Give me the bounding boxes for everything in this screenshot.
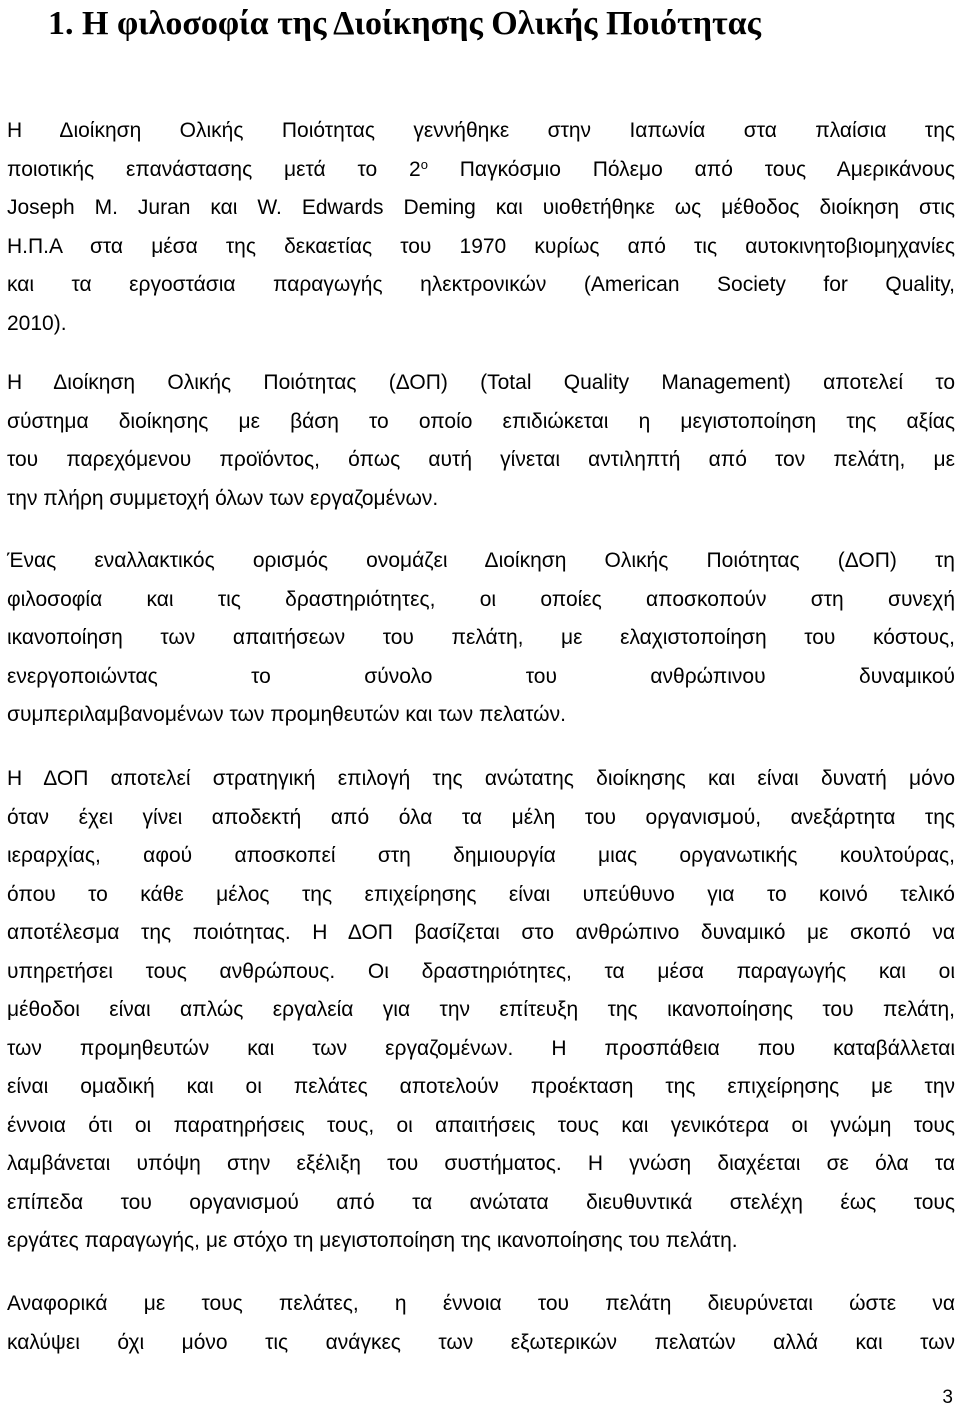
paragraph-line: φιλοσοφία και τις δραστηριότητες, οι οποίες αποσκοπούν στη συνεχή xyxy=(7,587,955,611)
paragraph-line: των προμηθευτών και των εργαζομένων. Η προσπάθεια που καταβάλλεται xyxy=(7,1036,955,1060)
page-number: 3 xyxy=(942,1387,953,1408)
paragraph-line: Η Διοίκηση Ολικής Ποιότητας γεννήθηκε στην Ιαπωνία στα πλαίσια της xyxy=(7,119,955,142)
line-text: Παγκόσμιο Πόλεμο από τους Αμερικάνους xyxy=(427,157,956,181)
paragraph-line: 2010). xyxy=(7,311,67,335)
paragraph-alternative-definition xyxy=(7,542,955,735)
paragraph-line: όπου το κάθε μέλος της επιχείρησης είναι υπεύθυνο για το κοινό τελικό xyxy=(7,882,955,906)
paragraph-line: συμπεριλαμβανομένων των προμηθευτών και των πελατών. xyxy=(7,703,566,726)
paragraph-line: ενεργοποιώντας το σύνολο του ανθρώπινου δυναμικού xyxy=(7,664,955,688)
paragraph-line: Η ΔΟΠ αποτελεί στρατηγική επιλογή της ανώτατης διοίκησης και είναι δυνατή μόνο xyxy=(7,767,955,790)
paragraph-line: έννοια ότι οι παρατηρήσεις τους, οι απαιτήσεις τους και γενικότερα οι γνώμη τους xyxy=(7,1113,955,1137)
line-text: ποιοτικής επανάστασης μετά το 2 xyxy=(7,157,421,181)
paragraph-line: λαμβάνεται υπόψη στην εξέλιξη του συστήματος. Η γνώση διαχέεται σε όλα τα xyxy=(7,1152,955,1175)
paragraph-line: καλύψει όχι μόνο τις ανάγκες των εξωτερικών πελατών αλλά και των xyxy=(7,1330,955,1354)
paragraph-line-with-superscript xyxy=(7,151,955,190)
paragraph-line: όταν έχει γίνει αποδεκτή από όλα τα μέλη του οργανισμού, ανεξάρτητα της xyxy=(7,805,955,829)
paragraph-line: Joseph M. Juran και W. Edwards Deming και υιοθετήθηκε ως μέθοδος διοίκηση στις xyxy=(7,196,955,219)
paragraph-line: εργάτες παραγωγής, με στόχο τη μεγιστοποίηση της ικανοποίησης του πελάτη. xyxy=(7,1229,738,1252)
paragraph-customers xyxy=(7,1285,955,1362)
paragraph-line: Η Διοίκηση Ολικής Ποιότητας (ΔΟΠ) (Total Quality Management) αποτελεί το xyxy=(7,371,955,394)
paragraph-line: και τα εργοστάσια παραγωγής ηλεκτρονικών (American Society for Quality, xyxy=(7,273,955,296)
paragraph-line: την πλήρη συμμετοχή όλων των εργαζομένων. xyxy=(7,486,439,510)
paragraph-line: ικανοποίηση των απαιτήσεων του πελάτη, με ελαχιστοποίηση του κόστους, xyxy=(7,626,955,649)
paragraph-line: υπηρετήσει τους ανθρώπους. Οι δραστηριότητες, τα μέσα παραγωγής και οι xyxy=(7,959,955,983)
paragraph-strategy xyxy=(7,760,955,1261)
paragraph-line: Αναφορικά με τους πελάτες, η έννοια του πελάτη διευρύνεται ώστε να xyxy=(7,1292,955,1315)
paragraph-line: σύστημα διοίκησης με βάση το οποίο επιδιώκεται η μεγιστοποίηση της αξίας xyxy=(7,409,955,433)
paragraph-line: μέθοδοι είναι απλώς εργαλεία για την επίτευξη της ικανοποίησης του πελάτη, xyxy=(7,998,955,1021)
paragraph-line: ιεραρχίας, αφού αποσκοπεί στη δημιουργία μιας οργανωτικής κουλτούρας, xyxy=(7,844,955,867)
paragraph-line: Η.Π.Α στα μέσα της δεκαετίας του 1970 κυρίως από τις αυτοκινητοβιομηχανίες xyxy=(7,234,955,258)
paragraph-line: του παρεχόμενου προϊόντος, όπως αυτή γίνεται αντιληπτή από τον πελάτη, με xyxy=(7,448,955,471)
superscript-ordinal: ο xyxy=(420,156,428,172)
paragraph-line: αποτέλεσμα της ποιότητας. Η ΔΟΠ βασίζεται στο ανθρώπινο δυναμικό με σκοπό να xyxy=(7,921,955,944)
paragraph-line: είναι ομαδική και οι πελάτες αποτελούν προέκταση της επιχείρησης με την xyxy=(7,1075,955,1098)
paragraph-definition xyxy=(7,364,955,518)
paragraph-line: Ένας εναλλακτικός ορισμός ονομάζει Διοίκηση Ολικής Ποιότητας (ΔΟΠ) τη xyxy=(7,549,955,572)
paragraph-origin xyxy=(7,112,955,343)
paragraph-line: επίπεδα του οργανισμού από τα ανώτατα διευθυντικά στελέχη έως τους xyxy=(7,1190,955,1214)
page-title: 1. Η φιλοσοφία της Διοίκησης Ολικής Ποιότητας xyxy=(48,5,761,42)
